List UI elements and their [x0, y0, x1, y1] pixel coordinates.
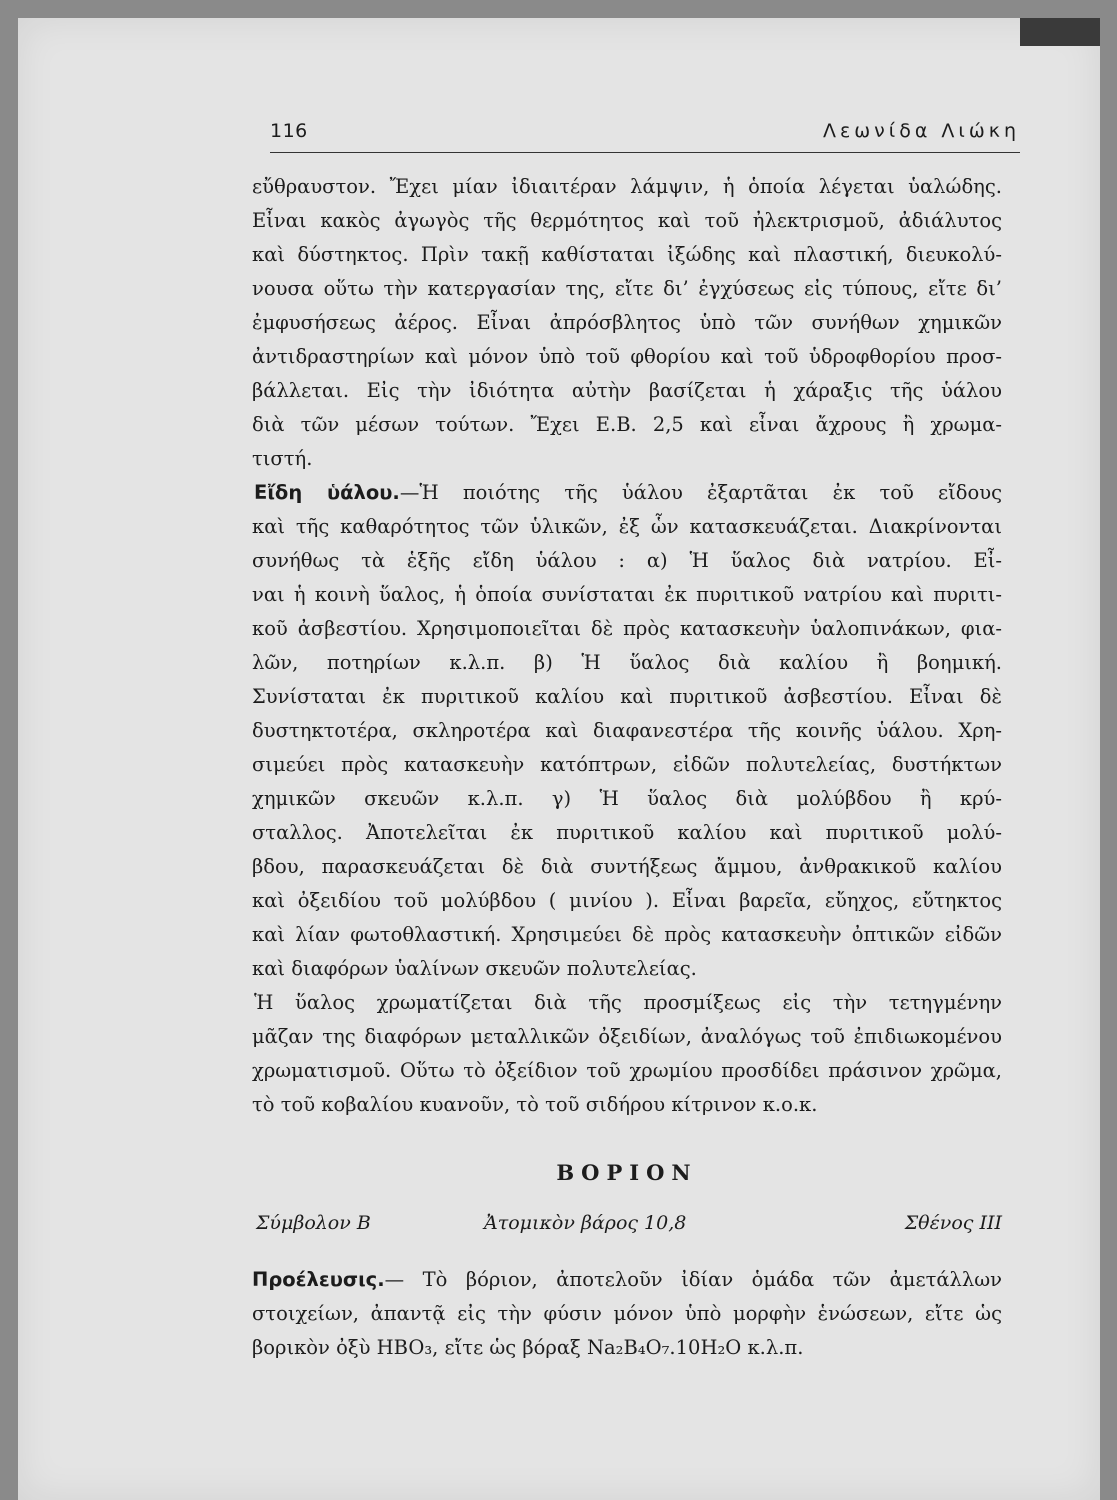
- scan-corner-shadow: [1020, 18, 1100, 46]
- text-line: δυστηκτοτέρα, σκληροτέρα καὶ διαφανεστέρα τῆς κοινῆς ὑάλου. Χρη-: [252, 719, 1002, 742]
- element-valence: Σθένος ΙΙΙ: [904, 1212, 1002, 1234]
- text-line: βδου, παρασκευάζεται δὲ διὰ συντήξεως ἄμμου, ἀνθρακικοῦ καλίου: [252, 855, 1002, 878]
- text-line: χρωματισμοῦ. Οὕτω τὸ ὀξείδιον τοῦ χρωμίου προσδίδει πράσινον χρῶμα,: [252, 1059, 1002, 1082]
- element-atomic-weight: Ἀτομικὸν βάρος 10,8: [484, 1212, 687, 1234]
- paragraph-heading: Προέλευσις.: [252, 1268, 385, 1291]
- text-line: μᾶζαν της διαφόρων μεταλλικῶν ὀξειδίων, ἀναλόγως τοῦ ἐπιδιωκομένου: [252, 1025, 1002, 1048]
- text-line: καὶ διαφόρων ὑαλίνων σκευῶν πολυτελείας.: [252, 957, 697, 980]
- element-properties: [252, 1212, 1002, 1242]
- paragraph-first-line: [252, 1263, 1002, 1297]
- paragraph-heading: Εἴδη ὑάλου.: [254, 481, 400, 504]
- page-header: [270, 118, 1020, 153]
- body-text: [252, 170, 1002, 1122]
- text-line: σταλλος. Ἀποτελεῖται ἐκ πυριτικοῦ καλίου καὶ πυριτικοῦ μολύ-: [252, 821, 1002, 844]
- text-line: συνήθως τὰ ἑξῆς εἴδη ὑάλου : α) Ἡ ὕαλος διὰ νατρίου. Εἶ-: [252, 549, 1002, 572]
- text-line: χημικῶν σκευῶν κ.λ.π. γ) Ἡ ὕαλος διὰ μολύβδου ἢ κρύ-: [252, 787, 1002, 810]
- text-line: νουσα οὕτω τὴν κατεργασίαν της, εἴτε δι’ ἐγχύσεως εἰς τύπους, εἴτε δι’: [252, 277, 1002, 300]
- paragraph-first-line-text: — Τὸ βόριον, ἀποτελοῦν ἰδίαν ὁμάδα τῶν ἀμετάλλων: [384, 1268, 1002, 1291]
- text-line: Εἶναι κακὸς ἀγωγὸς τῆς θερμότητος καὶ τοῦ ἠλεκτρισμοῦ, ἀδιάλυτος: [252, 209, 1002, 232]
- text-line: τιστή.: [252, 447, 313, 470]
- paragraph-first-line: [252, 476, 1002, 510]
- text-line: καὶ λίαν φωτοθλαστική. Χρησιμεύει δὲ πρὸς κατασκευὴν ὀπτικῶν εἰδῶν: [252, 923, 1002, 946]
- text-line: ναι ἡ κοινὴ ὕαλος, ἡ ὁποία συνίσταται ἐκ πυριτικοῦ νατρίου καὶ πυριτι-: [252, 583, 1002, 606]
- text-line: Συνίσταται ἐκ πυριτικοῦ καλίου καὶ πυριτικοῦ ἀσβεστίου. Εἶναι δὲ: [252, 685, 1002, 708]
- text-line: καὶ δύστηκτος. Πρὶν τακῇ καθίσταται ἰξώδης καὶ πλαστική, διευκολύ-: [252, 243, 1002, 266]
- text-line: καὶ τῆς καθαρότητος τῶν ὑλικῶν, ἐξ ὧν κατασκευάζεται. Διακρίνονται: [252, 515, 1002, 538]
- text-line: Ἡ ὕαλος χρωματίζεται διὰ τῆς προσμίξεως εἰς τὴν τετηγμένην: [254, 991, 1002, 1014]
- page-number: 116: [270, 120, 308, 142]
- text-line: διὰ τῶν μέσων τούτων. Ἔχει Ε.Β. 2,5 καὶ εἶναι ἄχρους ἢ χρωμα-: [252, 413, 1002, 436]
- text-line: σιμεύει πρὸς κατασκευὴν κατόπτρων, εἰδῶν πολυτελείας, δυστήκτων: [252, 753, 1002, 776]
- text-line: καὶ ὀξειδίου τοῦ μολύβδου ( μινίου ). Εἶναι βαρεῖα, εὔηχος, εὔτηκτος: [252, 889, 1002, 912]
- element-symbol: Σύμβολον Β: [256, 1212, 371, 1234]
- text-line: βορικὸν ὀξὺ HBO₃, εἴτε ὡς βόραξ Na₂B₄O₇.10H₂O κ.λ.π.: [252, 1336, 804, 1359]
- running-head: Λεωνίδα Λιώκη: [823, 120, 1020, 142]
- text-line: κοῦ ἀσβεστίου. Χρησιμοποιεῖται δὲ πρὸς κατασκευὴν ὑαλοπινάκων, φια-: [252, 617, 1002, 640]
- text-line: ἀντιδραστηρίων καὶ μόνον ὑπὸ τοῦ φθορίου καὶ τοῦ ὑδροφθορίου προσ-: [252, 345, 1002, 368]
- body-text-2: [252, 1263, 1002, 1365]
- text-line: βάλλεται. Εἰς τὴν ἰδιότητα αὐτὴν βασίζεται ἡ χάραξις τῆς ὑάλου: [252, 379, 1002, 402]
- section-title: ΒΟΡΙΟΝ: [556, 1160, 698, 1185]
- paragraph-first-line-text: —Ἡ ποιότης τῆς ὑάλου ἐξαρτᾶται ἐκ τοῦ εἴδους: [399, 481, 1002, 504]
- text-line: στοιχείων, ἀπαντᾷ εἰς τὴν φύσιν μόνον ὑπὸ μορφὴν ἑνώσεων, εἴτε ὡς: [252, 1302, 1002, 1325]
- text-line: ἐμφυσήσεως ἀέρος. Εἶναι ἀπρόσβλητος ὑπὸ τῶν συνήθων χημικῶν: [252, 311, 1002, 334]
- text-line: εὔθραυστον. Ἔχει μίαν ἰδιαιτέραν λάμψιν, ἡ ὁποία λέγεται ὑαλώδης.: [252, 175, 1002, 198]
- text-line: λῶν, ποτηρίων κ.λ.π. β) Ἡ ὕαλος διὰ καλίου ἢ βοημική.: [252, 651, 1002, 674]
- text-line: τὸ τοῦ κοβαλίου κυανοῦν, τὸ τοῦ σιδήρου κίτρινον κ.ο.κ.: [252, 1093, 818, 1116]
